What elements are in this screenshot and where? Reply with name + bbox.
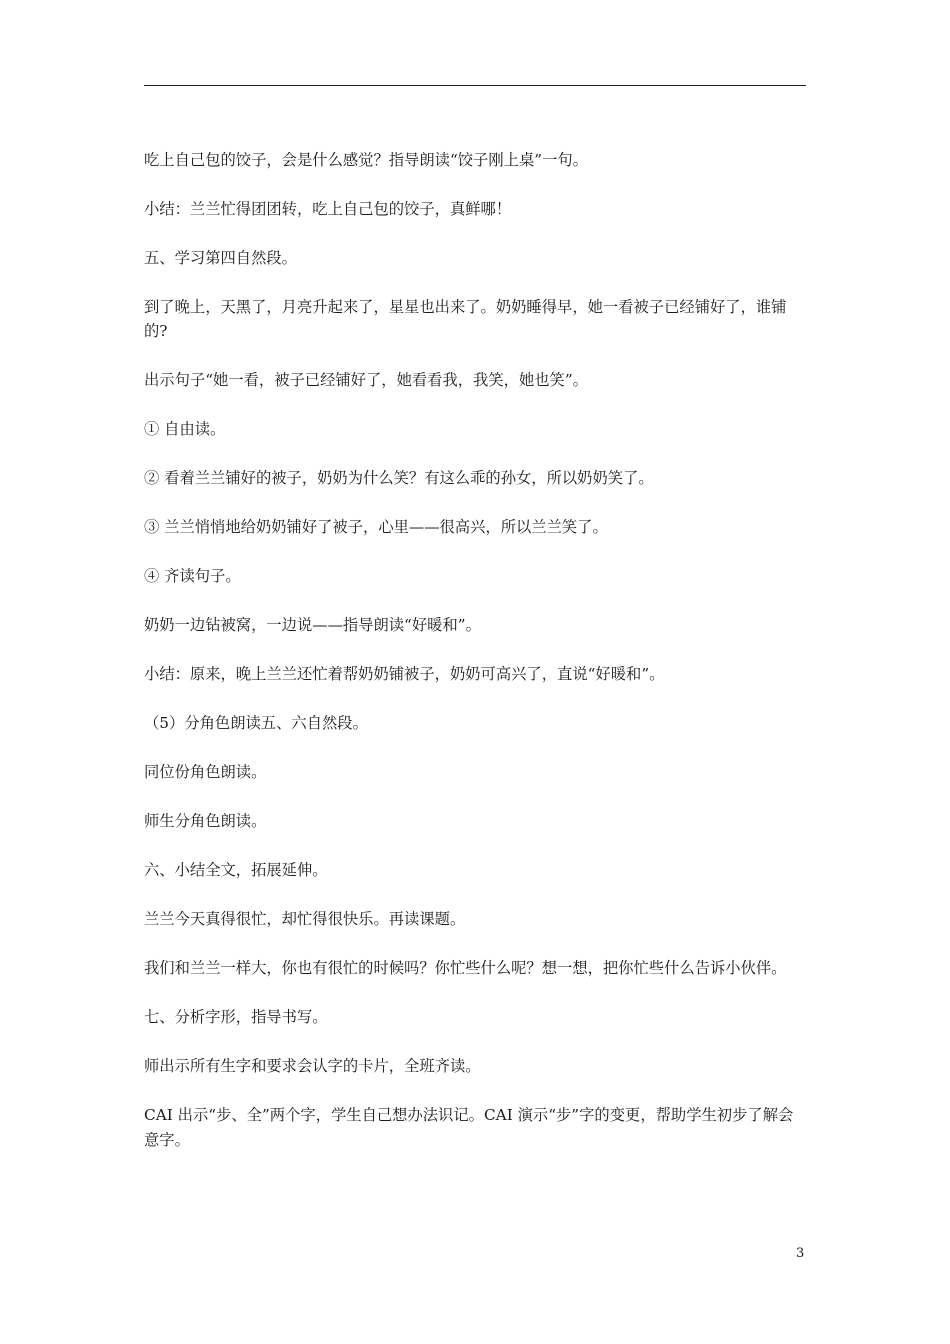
paragraph-11: 小结：原来，晚上兰兰还忙着帮奶奶铺被子，奶奶可高兴了，直说“好暖和”。 — [144, 665, 665, 684]
paragraph-7: ② 看着兰兰铺好的被子，奶奶为什么笑？有这么乖的孙女，所以奶奶笑了。 — [144, 469, 654, 488]
paragraph-16: 兰兰今天真得很忙，却忙得很快乐。再读课题。 — [144, 910, 466, 929]
paragraph-9: ④ 齐读句子。 — [144, 567, 241, 586]
paragraph-5: 出示句子“她一看，被子已经铺好了，她看看我，我笑，她也笑”。 — [144, 371, 588, 390]
paragraph-1: 吃上自己包的饺子，会是什么感觉？指导朗读“饺子刚上桌”一句。 — [144, 151, 588, 169]
page-number: 3 — [796, 1246, 805, 1261]
paragraph-17: 我们和兰兰一样大，你也有很忙的时候吗？你忙些什么呢？想一想，把你忙些什么告诉小伙伴。 — [144, 959, 787, 978]
paragraph-6: ① 自由读。 — [144, 420, 226, 439]
header-rule — [144, 85, 806, 86]
paragraph-20: CAI 出示“步、全”两个字，学生自己想办法识记。CAI 演示“步”字的变更，帮助学生初步了解会意字。 — [144, 1106, 794, 1149]
paragraph-13: 同位份角色朗读。 — [144, 763, 267, 782]
paragraph-12: （5）分角色朗读五、六自然段。 — [144, 714, 368, 733]
paragraph-3: 五、学习第四自然段。 — [144, 249, 297, 267]
paragraph-2: 小结：兰兰忙得团团转，吃上自己包的饺子，真鲜哪！ — [144, 200, 512, 218]
paragraph-8: ③ 兰兰悄悄地给奶奶铺好了被子，心里——很高兴，所以兰兰笑了。 — [144, 518, 608, 537]
paragraph-19: 师出示所有生字和要求会认字的卡片，全班齐读。 — [144, 1057, 481, 1076]
paragraph-4: 到了晚上，天黑了，月亮升起来了，星星也出来了。奶奶睡得早，她一看被子已经铺好了，谁铺的? — [144, 298, 787, 341]
paragraph-14: 师生分角色朗读。 — [144, 812, 267, 831]
paragraph-15: 六、小结全文，拓展延伸。 — [144, 861, 328, 880]
paragraph-18: 七、分析字形，指导书写。 — [144, 1008, 328, 1027]
document-body — [144, 148, 808, 1177]
paragraph-10: 奶奶一边钻被窝，一边说——指导朗读“好暖和”。 — [144, 616, 481, 635]
